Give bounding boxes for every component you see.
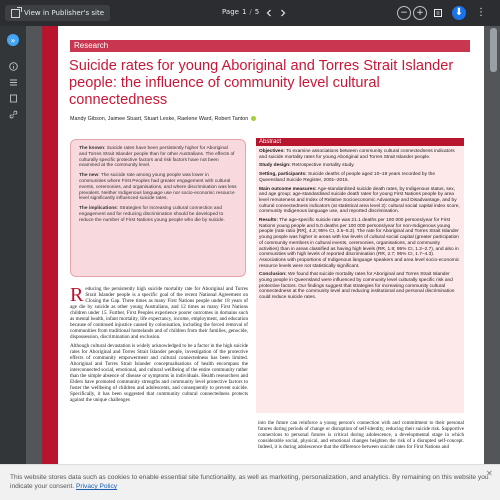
- pdf-page: [42, 26, 484, 500]
- outline-button[interactable]: [9, 72, 18, 81]
- article-authors: [70, 116, 257, 122]
- abstract-body: [256, 146, 464, 413]
- next-page-button[interactable]: [276, 6, 290, 20]
- body-paragraph: Reducing the persistently high suicide mortality rate for Aboriginal and Torres Strait Islander people is a specific goal of the recent National Agreement on Closing the Gap. Three times as many First Nations people under 18 years of age die by suicide as other young Australians, and 12 times as many First Nations children under 15. Further, First Peoples experience poorer outcomes in domains such as mental health, infant mortality, life expectancy, income, employment, and education because of continued injustice caused by colonisation, including the forced removal of communities from traditional homelands and of children from their families, genocide, dispossession, discrimination and exclusion.: [70, 286, 248, 341]
- privacy-policy-link[interactable]: Privacy Policy: [76, 483, 118, 490]
- fit-page-button[interactable]: [431, 6, 445, 20]
- page-separator: /: [249, 8, 252, 16]
- viewer-toolbar: [0, 0, 500, 26]
- close-icon[interactable]: ✕: [486, 469, 493, 478]
- key-known: The known: Suicide rates have been persistently higher for Aboriginal and Torres Strait Islander people than for other Australians. The effects of culturally specific protective factors and risk factors have not been examined at the community level.: [79, 146, 235, 169]
- view-in-publisher-site-label: View in Publisher's site: [24, 9, 105, 17]
- page-total: 5: [254, 8, 260, 16]
- document-icon: [9, 94, 18, 103]
- download-icon: ⬇: [454, 7, 464, 18]
- more-options-button[interactable]: [474, 6, 488, 20]
- zoom-in-icon: +: [416, 7, 424, 18]
- page-accent-bar: [42, 26, 58, 500]
- abstract-objectives: Objectives: To examine associations between community cultural connectedness indicators and suicide mortality rates for young Aboriginal and Torres Strait Islander people.: [259, 149, 455, 160]
- scrollbar-track[interactable]: [488, 26, 500, 500]
- sidebar-toggle-button[interactable]: [7, 34, 19, 46]
- key-new: The new: The suicide rate among young people was lower in communities where First Peoples had greater engagement with cultural events, ceremonies, and organisations, and where discrimination was less prevalent. Neither Indigenous language use nor socio-economic resource level significantly influenced suicide rates.: [79, 173, 237, 202]
- key-messages-box: [70, 139, 246, 277]
- previous-page-button[interactable]: [262, 6, 276, 20]
- thumbnails-button[interactable]: [9, 88, 18, 97]
- body-paragraph: Although cultural devastation is widely acknowledged to be a factor in the high suicide rates for Aboriginal and Torres Strait Islander people, investigation of the protective effects of community empowerment and cultural connectedness has been limited. Aboriginal and Torres Strait Islander conceptualisations of health encompass the interconnected social, emotional, and cultural wellbeing of the entire community rather than the simple absence of disease or symptoms in individuals. Health researchers and Elders have promoted community strengths and community level protective factors to foster the wellbeing of children and adolescents, and consequently to prevent suicide. Specifically, it has been suggested that community cultural connectedness protects against the unique challenges: [70, 342, 248, 404]
- page-current[interactable]: 1: [241, 8, 247, 16]
- info-button[interactable]: [9, 56, 18, 65]
- key-implications: The implications: Strategies for increasing cultural connection and engagement and for reducing discrimination should be developed to reduce the number of First Nations young people who die by suicide.: [79, 206, 225, 223]
- cookie-text: This website stores data such as cookies to enable essential site functionality, as well as marketing, personalization, and analytics. By remaining on this website you indicate your consent.: [10, 474, 489, 490]
- info-icon: [9, 62, 18, 71]
- page-indicator: [222, 8, 259, 16]
- abstract-conclusion: Conclusion: We found that suicide mortality rates for Aboriginal and Torres Strait Islander young people in Queensland were influenced by community level culturally specific risk and protective factors. Our findings suggest that strategies for increasing community cultural connectedness at the community level and reducing institutional and personal discrimination could reduce suicide rates.: [259, 272, 455, 301]
- zoom-out-button[interactable]: [397, 6, 411, 20]
- link-icon: [9, 110, 18, 119]
- body-text-right-column: into the future can reinforce a young person's connection with and commitment to their personal futures during periods of change or disruption of self-identity, reducing their suicide risk. Supportive connections to personal futures is critical during adolescence, a developmental stage in which considerable social, physical, and emotional changes heighten the risk of a disrupted self-concept. Indeed, it is during adolescence that the difference between suicide rates for First Nations and: [258, 420, 464, 451]
- collapse-toggle-icon: »: [10, 35, 16, 45]
- abstract-outcomes: Main outcome measures: Age-standardised suicide death rates, by Indigenous status, sex, and age group; age-standardised suicide death rates for young First Nations people by area level remoteness and Index of Relative Socioeconomic Advantage and Disadvantage, and by cultural connectedness indicators (at statistical area level 2): cultural social capital index score, community Indigenous language use, and reported discrimination.: [259, 186, 460, 215]
- author-list: Mandy Gibson, Jaimee Stuart, Stuart Leske, Raelene Ward, Robert Tanton: [70, 116, 249, 122]
- zoom-in-button[interactable]: [413, 6, 427, 20]
- page-label: Page: [222, 8, 239, 16]
- section-label: Research: [70, 40, 470, 52]
- abstract-setting: Setting, participants: Suicide deaths of people aged 10–19 years recorded by the Queensland Suicide Register, 2001–2015.: [259, 172, 435, 183]
- external-link-icon: [11, 9, 20, 18]
- fit-page-icon: [433, 8, 443, 18]
- article-title: Suicide rates for young Aboriginal and Torres Strait Islander people: the influence of community level cultural connectedness: [69, 58, 454, 108]
- drop-cap: R: [70, 286, 84, 306]
- chevron-right-icon: [279, 9, 287, 17]
- download-button[interactable]: [452, 6, 466, 20]
- abstract-design: Study design: Retrospective mortality study.: [259, 163, 355, 169]
- abstract-heading: Abstract: [256, 138, 464, 146]
- list-icon: [9, 78, 18, 87]
- cookie-banner: [0, 464, 500, 500]
- chevron-left-icon: [265, 9, 273, 17]
- link-button[interactable]: [9, 104, 18, 113]
- abstract-box: [256, 138, 464, 414]
- viewer-sidebar: [0, 26, 26, 500]
- abstract-results: Results: The age-specific suicide rate was 21.1 deaths per 100 000 persons/year for First Nations young people and 5.0 deaths per 100 000 persons/year for non-Indigenous young people (rate ratio [RR], 4.3; 95% CI, 3.5–5.3). The rate for Aboriginal and Torres Strait Islander young people was higher in areas with low levels of cultural social capital (greater participation of community members in cultural events, ceremonies, organisations, and community activities) than in areas classified as having high levels (RR, 1.8; 95% CI, 1.2–2.7), and also in communities with high levels of reported discrimination (RR, 2.7; 95% CI, 1.7–4.3). Associations with proportions of Indigenous language speakers and area level socio-economic resource levels were not statistically significant.: [259, 218, 460, 269]
- more-icon: ⋮: [476, 7, 486, 18]
- orcid-icon[interactable]: [251, 116, 256, 121]
- view-in-publisher-site-button[interactable]: [5, 5, 110, 21]
- zoom-out-icon: −: [400, 7, 408, 18]
- scrollbar-thumb[interactable]: [490, 28, 497, 72]
